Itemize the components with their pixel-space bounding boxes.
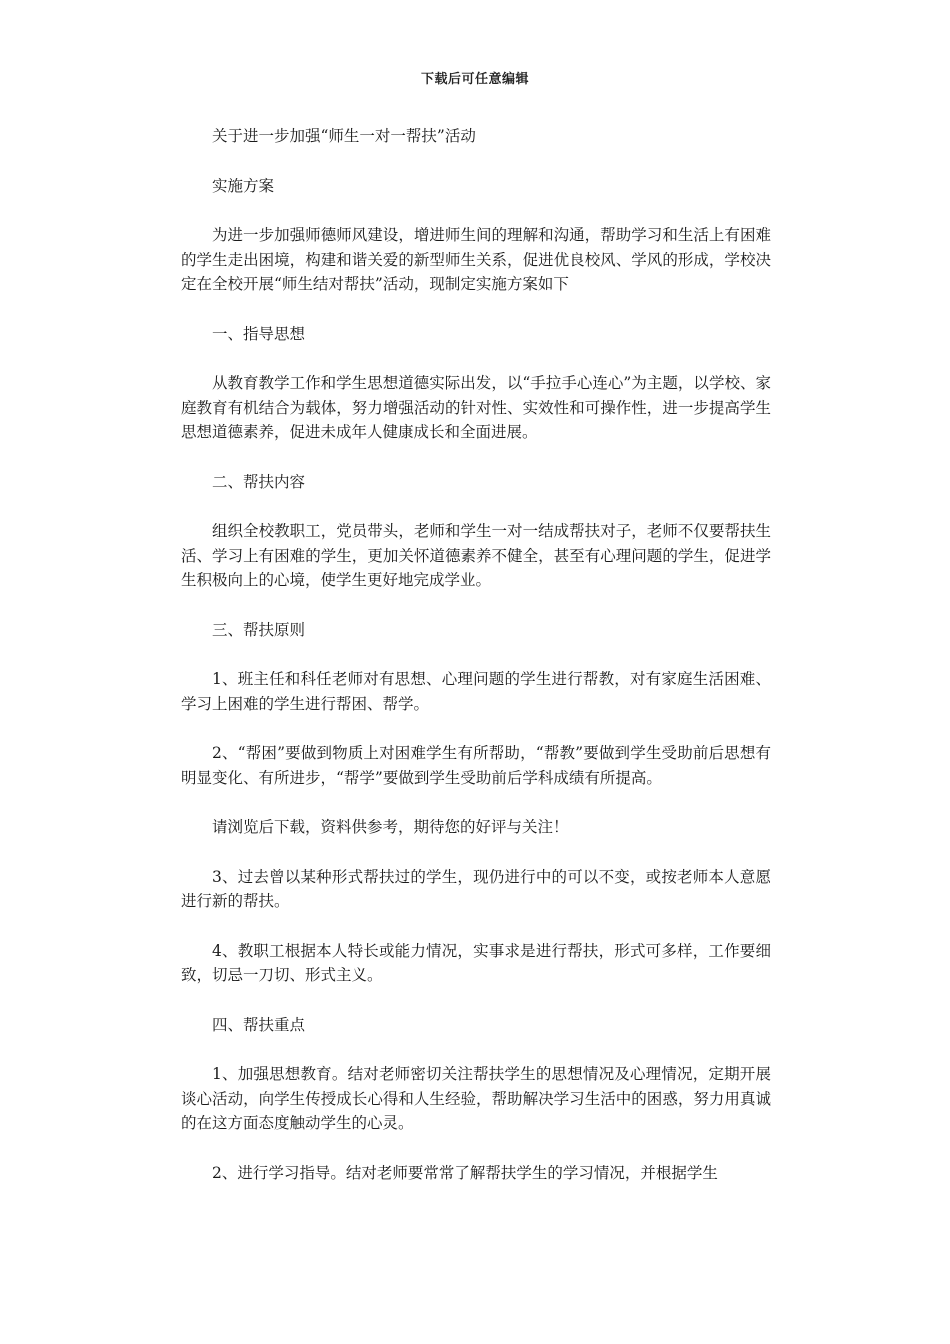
section-4-item-2: 2、进行学习指导。结对老师要常常了解帮扶学生的学习情况，并根据学生 (212, 1163, 718, 1182)
title-line-2: 实施方案 (212, 176, 275, 195)
document-body (181, 124, 771, 1210)
section-4-item-1: 1、加强思想教育。结对老师密切关注帮扶学生的思想情况及心理情况，定期开展谈心活动，向学生传授成长心得和人生经验，帮助解决学习生活中的困惑，努力用真诚的在这方面态度触动学生的心灵。 (181, 1065, 771, 1132)
section-1-heading: 一、指导思想 (212, 324, 306, 343)
section-1-body: 从教育教学工作和学生思想道德实际出发，以“手拉手心连心”为主题，以学校、家庭教育有机结合为载体，努力增强活动的针对性、实效性和可操作性，进一步提高学生思想道德素养，促进未成年人健康成长和全面进展。 (181, 374, 771, 441)
section-2-body: 组织全校教职工，党员带头，老师和学生一对一结成帮扶对子，老师不仅要帮扶生活、学习上有困难的学生，更加关怀道德素养不健全，甚至有心理问题的学生，促进学生积极向上的心境，使学生更好地完成学业。 (181, 522, 771, 589)
title-line-1: 关于进一步加强“师生一对一帮扶”活动 (212, 127, 476, 145)
section-2-heading: 二、帮扶内容 (212, 472, 306, 491)
section-3-item-1: 1、班主任和科任老师对有思想、心理问题的学生进行帮教，对有家庭生活困难、学习上困难的学生进行帮困、帮学。 (181, 670, 771, 713)
section-3-item-3: 3、过去曾以某种形式帮扶过的学生，现仍进行中的可以不变，或按老师本人意愿进行新的帮扶。 (181, 867, 771, 910)
header-note: 下载后可任意编辑 (420, 72, 529, 87)
download-notice: 请浏览后下载，资料供参考，期待您的好评与关注！ (212, 818, 569, 836)
section-3-item-2: 2、“帮困”要做到物质上对困难学生有所帮助，“帮教”要做到学生受助前后思想有明显变化、有所进步，“帮学”要做到学生受助前后学科成绩有所提高。 (181, 744, 771, 787)
intro-paragraph: 为进一步加强师德师风建设，增进师生间的理解和沟通，帮助学习和生活上有困难的学生走出困境，构建和谐关爱的新型师生关系，促进优良校风、学风的形成，学校决定在全校开展“师生结对帮扶”活动，现制定实施方案如下 (181, 226, 771, 293)
section-3-item-4: 4、教职工根据本人特长或能力情况，实事求是进行帮扶，形式可多样，工作要细致，切忌一刀切、形式主义。 (181, 941, 771, 984)
section-4-heading: 四、帮扶重点 (212, 1015, 306, 1034)
section-3-heading: 三、帮扶原则 (212, 620, 306, 639)
